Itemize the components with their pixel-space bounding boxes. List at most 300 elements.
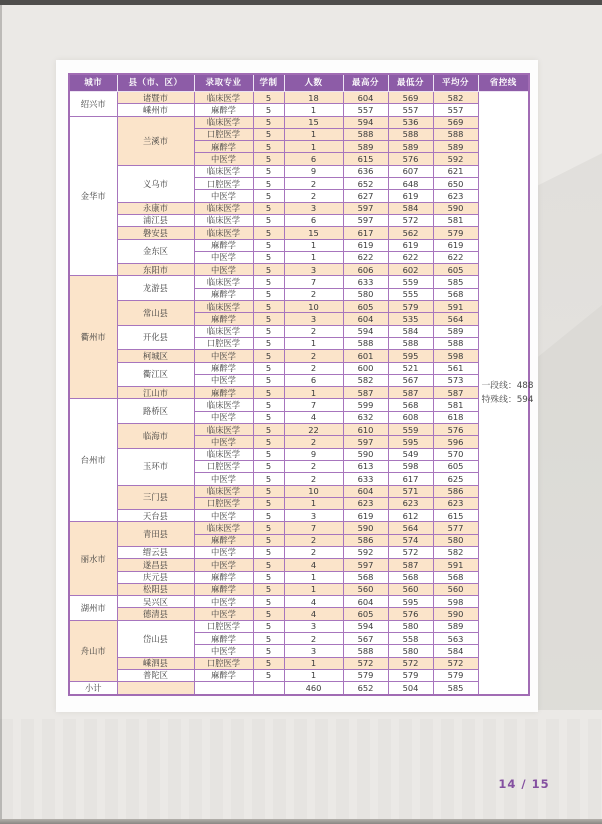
data-cell: 10 <box>284 301 343 313</box>
city-cell: 丽水市 <box>69 522 117 596</box>
table-row <box>69 596 529 608</box>
data-cell: 587 <box>388 559 433 571</box>
data-cell: 577 <box>433 522 478 534</box>
data-cell: 5 <box>253 559 284 571</box>
county-cell: 常山县 <box>117 301 194 326</box>
data-cell: 605 <box>433 264 478 276</box>
data-cell: 5 <box>253 165 284 177</box>
county-cell: 青田县 <box>117 522 194 547</box>
data-cell: 585 <box>433 276 478 288</box>
data-cell: 592 <box>433 153 478 165</box>
data-cell: 中医学 <box>194 596 253 608</box>
data-cell: 2 <box>284 546 343 558</box>
data-cell: 582 <box>433 92 478 104</box>
data-cell: 中医学 <box>194 645 253 657</box>
data-cell: 560 <box>343 583 388 595</box>
data-cell: 586 <box>433 485 478 497</box>
table-row <box>69 583 529 595</box>
data-cell: 5 <box>253 178 284 190</box>
city-cell: 湖州市 <box>69 596 117 621</box>
data-cell: 597 <box>343 436 388 448</box>
data-cell: 中医学 <box>194 510 253 522</box>
data-cell: 535 <box>388 313 433 325</box>
data-cell: 581 <box>433 399 478 411</box>
table-row <box>69 559 529 571</box>
data-cell: 604 <box>343 313 388 325</box>
data-cell: 22 <box>284 424 343 436</box>
data-cell: 5 <box>253 399 284 411</box>
column-header: 最低分 <box>388 74 433 92</box>
data-cell: 568 <box>388 399 433 411</box>
data-cell: 5 <box>253 116 284 128</box>
data-cell: 临床医学 <box>194 116 253 128</box>
data-cell: 590 <box>433 608 478 620</box>
data-cell: 临床医学 <box>194 485 253 497</box>
data-cell: 麻醉学 <box>194 633 253 645</box>
page-number: 14 / 15 <box>498 777 550 791</box>
data-cell: 2 <box>284 436 343 448</box>
data-cell: 623 <box>433 190 478 202</box>
county-cell: 浦江县 <box>117 214 194 226</box>
county-cell: 嵊州市 <box>117 104 194 116</box>
data-cell: 599 <box>343 399 388 411</box>
data-cell: 576 <box>433 424 478 436</box>
data-cell: 中医学 <box>194 559 253 571</box>
data-cell: 10 <box>284 485 343 497</box>
data-cell: 633 <box>343 276 388 288</box>
data-cell: 604 <box>343 92 388 104</box>
county-cell: 磐安县 <box>117 227 194 239</box>
data-cell: 652 <box>343 178 388 190</box>
data-cell: 2 <box>284 178 343 190</box>
county-cell: 临海市 <box>117 424 194 449</box>
subtotal-label: 小计 <box>69 682 117 696</box>
data-cell: 中医学 <box>194 546 253 558</box>
subtotal-min: 504 <box>388 682 433 696</box>
data-cell: 2 <box>284 288 343 300</box>
county-cell: 江山市 <box>117 387 194 399</box>
data-cell: 5 <box>253 276 284 288</box>
data-cell: 636 <box>343 165 388 177</box>
data-cell: 572 <box>388 657 433 669</box>
data-cell: 587 <box>388 387 433 399</box>
county-cell: 义乌市 <box>117 165 194 202</box>
data-cell: 617 <box>343 227 388 239</box>
data-cell: 3 <box>284 510 343 522</box>
county-cell: 永康市 <box>117 202 194 214</box>
data-cell: 613 <box>343 460 388 472</box>
data-cell: 589 <box>433 620 478 632</box>
data-cell: 579 <box>433 669 478 681</box>
data-cell: 5 <box>253 325 284 337</box>
data-cell: 570 <box>433 448 478 460</box>
table-row <box>69 522 529 534</box>
data-cell: 3 <box>284 264 343 276</box>
city-skyline-watermark <box>0 719 602 819</box>
data-cell: 597 <box>343 559 388 571</box>
data-cell: 588 <box>343 645 388 657</box>
data-cell: 7 <box>284 276 343 288</box>
data-cell: 5 <box>253 645 284 657</box>
data-cell: 568 <box>343 571 388 583</box>
data-cell: 560 <box>388 583 433 595</box>
data-cell: 临床医学 <box>194 202 253 214</box>
data-cell: 口腔医学 <box>194 657 253 669</box>
data-cell: 558 <box>388 633 433 645</box>
data-cell: 597 <box>343 202 388 214</box>
data-cell: 5 <box>253 337 284 349</box>
data-cell: 1 <box>284 657 343 669</box>
table-row <box>69 485 529 497</box>
data-cell: 557 <box>433 104 478 116</box>
data-cell: 5 <box>253 522 284 534</box>
data-cell: 麻醉学 <box>194 313 253 325</box>
data-cell: 572 <box>388 546 433 558</box>
data-cell: 2 <box>284 325 343 337</box>
data-cell: 594 <box>343 325 388 337</box>
table-row <box>69 620 529 632</box>
data-cell: 587 <box>343 387 388 399</box>
data-cell: 麻醉学 <box>194 387 253 399</box>
data-cell: 中医学 <box>194 350 253 362</box>
data-cell: 5 <box>253 362 284 374</box>
data-cell: 5 <box>253 583 284 595</box>
data-cell: 588 <box>388 337 433 349</box>
data-cell: 619 <box>388 190 433 202</box>
data-cell: 1 <box>284 141 343 153</box>
data-cell: 麻醉学 <box>194 362 253 374</box>
column-header: 录取专业 <box>194 74 253 92</box>
table-row <box>69 510 529 522</box>
data-cell: 598 <box>433 350 478 362</box>
data-cell: 中医学 <box>194 251 253 263</box>
data-cell: 568 <box>433 571 478 583</box>
data-cell: 1 <box>284 251 343 263</box>
data-cell: 1 <box>284 583 343 595</box>
column-header: 省控线 <box>478 74 529 92</box>
data-cell: 临床医学 <box>194 399 253 411</box>
data-cell: 594 <box>343 116 388 128</box>
data-cell: 18 <box>284 92 343 104</box>
county-cell: 开化县 <box>117 325 194 350</box>
data-cell: 582 <box>343 374 388 386</box>
county-cell: 嵊泗县 <box>117 657 194 669</box>
data-cell: 5 <box>253 424 284 436</box>
data-cell: 2 <box>284 350 343 362</box>
data-cell: 604 <box>343 596 388 608</box>
data-cell: 621 <box>433 165 478 177</box>
data-cell: 中医学 <box>194 264 253 276</box>
data-cell: 5 <box>253 153 284 165</box>
table-row <box>69 546 529 558</box>
data-cell: 580 <box>343 288 388 300</box>
data-cell: 4 <box>284 608 343 620</box>
data-cell: 560 <box>433 583 478 595</box>
table-row <box>69 165 529 177</box>
data-cell: 5 <box>253 448 284 460</box>
city-cell: 金华市 <box>69 116 117 276</box>
data-cell: 临床医学 <box>194 301 253 313</box>
data-cell: 临床医学 <box>194 325 253 337</box>
data-cell: 633 <box>343 473 388 485</box>
page-left-edge <box>0 0 2 824</box>
data-cell: 601 <box>343 350 388 362</box>
data-cell: 麻醉学 <box>194 141 253 153</box>
data-cell: 618 <box>433 411 478 423</box>
data-cell: 588 <box>388 128 433 140</box>
table-row <box>69 399 529 411</box>
data-cell: 临床医学 <box>194 276 253 288</box>
data-cell: 567 <box>388 374 433 386</box>
data-cell: 557 <box>343 104 388 116</box>
data-cell: 口腔医学 <box>194 620 253 632</box>
data-cell: 5 <box>253 251 284 263</box>
county-cell: 龙游县 <box>117 276 194 301</box>
data-cell: 590 <box>433 202 478 214</box>
city-cell: 台州市 <box>69 399 117 522</box>
data-cell: 568 <box>388 571 433 583</box>
data-cell: 579 <box>343 669 388 681</box>
data-cell: 561 <box>433 362 478 374</box>
county-cell: 缙云县 <box>117 546 194 558</box>
data-cell: 中医学 <box>194 153 253 165</box>
data-cell: 580 <box>388 645 433 657</box>
data-cell: 592 <box>343 546 388 558</box>
table-row <box>69 214 529 226</box>
data-cell: 588 <box>433 337 478 349</box>
data-cell: 579 <box>433 227 478 239</box>
county-cell: 兰溪市 <box>117 116 194 165</box>
data-cell: 622 <box>433 251 478 263</box>
data-cell: 中医学 <box>194 436 253 448</box>
data-cell: 595 <box>388 596 433 608</box>
data-cell: 605 <box>343 608 388 620</box>
subtotal-max: 652 <box>343 682 388 696</box>
data-cell: 549 <box>388 448 433 460</box>
data-cell: 617 <box>388 473 433 485</box>
column-header: 平均分 <box>433 74 478 92</box>
data-cell: 5 <box>253 436 284 448</box>
page-bottom-edge <box>0 819 602 824</box>
table-row <box>69 325 529 337</box>
data-cell: 615 <box>343 153 388 165</box>
data-cell: 623 <box>343 497 388 509</box>
county-cell: 岱山县 <box>117 620 194 657</box>
table-row <box>69 227 529 239</box>
data-cell: 麻醉学 <box>194 571 253 583</box>
column-header: 最高分 <box>343 74 388 92</box>
admissions-table <box>68 73 534 696</box>
data-cell: 5 <box>253 608 284 620</box>
data-cell: 588 <box>433 128 478 140</box>
data-cell: 9 <box>284 448 343 460</box>
data-cell: 596 <box>433 436 478 448</box>
subtotal-empty <box>117 682 194 696</box>
data-cell: 9 <box>284 165 343 177</box>
data-cell: 4 <box>284 411 343 423</box>
data-cell: 627 <box>343 190 388 202</box>
data-cell: 586 <box>343 534 388 546</box>
county-cell: 玉环市 <box>117 448 194 485</box>
table-row <box>69 350 529 362</box>
subtotal-row <box>69 682 529 696</box>
data-cell: 3 <box>284 202 343 214</box>
data-cell: 521 <box>388 362 433 374</box>
data-cell: 5 <box>253 534 284 546</box>
data-cell: 612 <box>388 510 433 522</box>
data-cell: 麻醉学 <box>194 239 253 251</box>
data-cell: 589 <box>433 141 478 153</box>
table-row <box>69 239 529 251</box>
data-cell: 589 <box>433 325 478 337</box>
table-header-row <box>69 74 529 92</box>
data-cell: 麻醉学 <box>194 104 253 116</box>
table-row <box>69 301 529 313</box>
data-cell: 临床医学 <box>194 214 253 226</box>
data-cell: 2 <box>284 362 343 374</box>
data-cell: 582 <box>433 546 478 558</box>
table-row <box>69 424 529 436</box>
control-line-text: 特殊线：594 <box>481 395 534 406</box>
control-line-text: 一段线：488 <box>481 381 534 392</box>
data-cell: 579 <box>388 669 433 681</box>
table-body <box>69 92 534 696</box>
data-cell: 5 <box>253 141 284 153</box>
data-cell: 3 <box>284 313 343 325</box>
data-cell: 15 <box>284 116 343 128</box>
data-cell: 605 <box>433 460 478 472</box>
data-cell: 584 <box>388 202 433 214</box>
data-cell: 2 <box>284 633 343 645</box>
data-cell: 5 <box>253 374 284 386</box>
table-row <box>69 202 529 214</box>
data-cell: 5 <box>253 190 284 202</box>
data-cell: 1 <box>284 128 343 140</box>
city-cell: 舟山市 <box>69 620 117 681</box>
data-cell: 584 <box>388 325 433 337</box>
data-cell: 临床医学 <box>194 424 253 436</box>
table-row <box>69 657 529 669</box>
data-cell: 590 <box>343 448 388 460</box>
data-cell: 5 <box>253 313 284 325</box>
data-cell: 口腔医学 <box>194 337 253 349</box>
data-cell: 594 <box>343 620 388 632</box>
county-cell: 金东区 <box>117 239 194 264</box>
column-header: 人数 <box>284 74 343 92</box>
data-cell: 598 <box>388 460 433 472</box>
data-cell: 5 <box>253 128 284 140</box>
data-cell: 579 <box>388 301 433 313</box>
data-cell: 3 <box>284 620 343 632</box>
data-cell: 581 <box>433 214 478 226</box>
data-cell: 7 <box>284 399 343 411</box>
data-cell: 557 <box>388 104 433 116</box>
data-cell: 622 <box>343 251 388 263</box>
data-cell: 5 <box>253 460 284 472</box>
table-row <box>69 571 529 583</box>
data-cell: 598 <box>433 596 478 608</box>
data-cell: 591 <box>433 301 478 313</box>
data-cell: 3 <box>284 645 343 657</box>
data-cell: 563 <box>433 633 478 645</box>
data-cell: 5 <box>253 227 284 239</box>
data-cell: 572 <box>343 657 388 669</box>
data-cell: 2 <box>284 460 343 472</box>
county-cell: 遂昌县 <box>117 559 194 571</box>
subtotal-avg: 585 <box>433 682 478 696</box>
table-row <box>69 608 529 620</box>
data-cell: 口腔医学 <box>194 178 253 190</box>
data-cell: 5 <box>253 387 284 399</box>
table-row <box>69 264 529 276</box>
data-cell: 590 <box>343 522 388 534</box>
data-cell: 591 <box>433 559 478 571</box>
data-cell: 5 <box>253 202 284 214</box>
data-cell: 2 <box>284 473 343 485</box>
data-cell: 623 <box>433 497 478 509</box>
data-cell: 1 <box>284 497 343 509</box>
data-cell: 临床医学 <box>194 522 253 534</box>
data-cell: 5 <box>253 657 284 669</box>
data-cell: 625 <box>433 473 478 485</box>
data-cell: 5 <box>253 288 284 300</box>
data-cell: 619 <box>388 239 433 251</box>
city-cell: 绍兴市 <box>69 92 117 117</box>
data-cell: 607 <box>388 165 433 177</box>
data-cell: 6 <box>284 153 343 165</box>
data-cell: 564 <box>388 522 433 534</box>
column-header: 学制 <box>253 74 284 92</box>
data-cell: 口腔医学 <box>194 128 253 140</box>
subtotal-empty <box>194 682 253 696</box>
data-cell: 650 <box>433 178 478 190</box>
data-cell: 597 <box>343 214 388 226</box>
county-cell: 衢江区 <box>117 362 194 387</box>
data-cell: 589 <box>388 141 433 153</box>
data-cell: 576 <box>388 153 433 165</box>
data-cell: 573 <box>433 374 478 386</box>
data-cell: 559 <box>388 276 433 288</box>
data-cell: 564 <box>433 313 478 325</box>
data-cell: 5 <box>253 633 284 645</box>
table-row <box>69 92 529 104</box>
data-cell: 619 <box>343 510 388 522</box>
data-cell: 600 <box>343 362 388 374</box>
data-cell: 589 <box>343 141 388 153</box>
data-cell: 1 <box>284 337 343 349</box>
data-cell: 536 <box>388 116 433 128</box>
column-header: 县（市、区） <box>117 74 194 92</box>
data-cell: 5 <box>253 301 284 313</box>
table-row <box>69 276 529 288</box>
data-cell: 568 <box>433 288 478 300</box>
county-cell: 柯城区 <box>117 350 194 362</box>
data-cell: 648 <box>388 178 433 190</box>
data-cell: 604 <box>343 485 388 497</box>
data-cell: 临床医学 <box>194 92 253 104</box>
data-cell: 5 <box>253 497 284 509</box>
data-cell: 602 <box>388 264 433 276</box>
data-cell: 555 <box>388 288 433 300</box>
data-cell: 632 <box>343 411 388 423</box>
data-cell: 麻醉学 <box>194 669 253 681</box>
county-cell: 庆元县 <box>117 571 194 583</box>
data-cell: 559 <box>388 424 433 436</box>
data-cell: 1 <box>284 239 343 251</box>
data-cell: 5 <box>253 473 284 485</box>
county-cell: 吴兴区 <box>117 596 194 608</box>
data-cell: 5 <box>253 214 284 226</box>
